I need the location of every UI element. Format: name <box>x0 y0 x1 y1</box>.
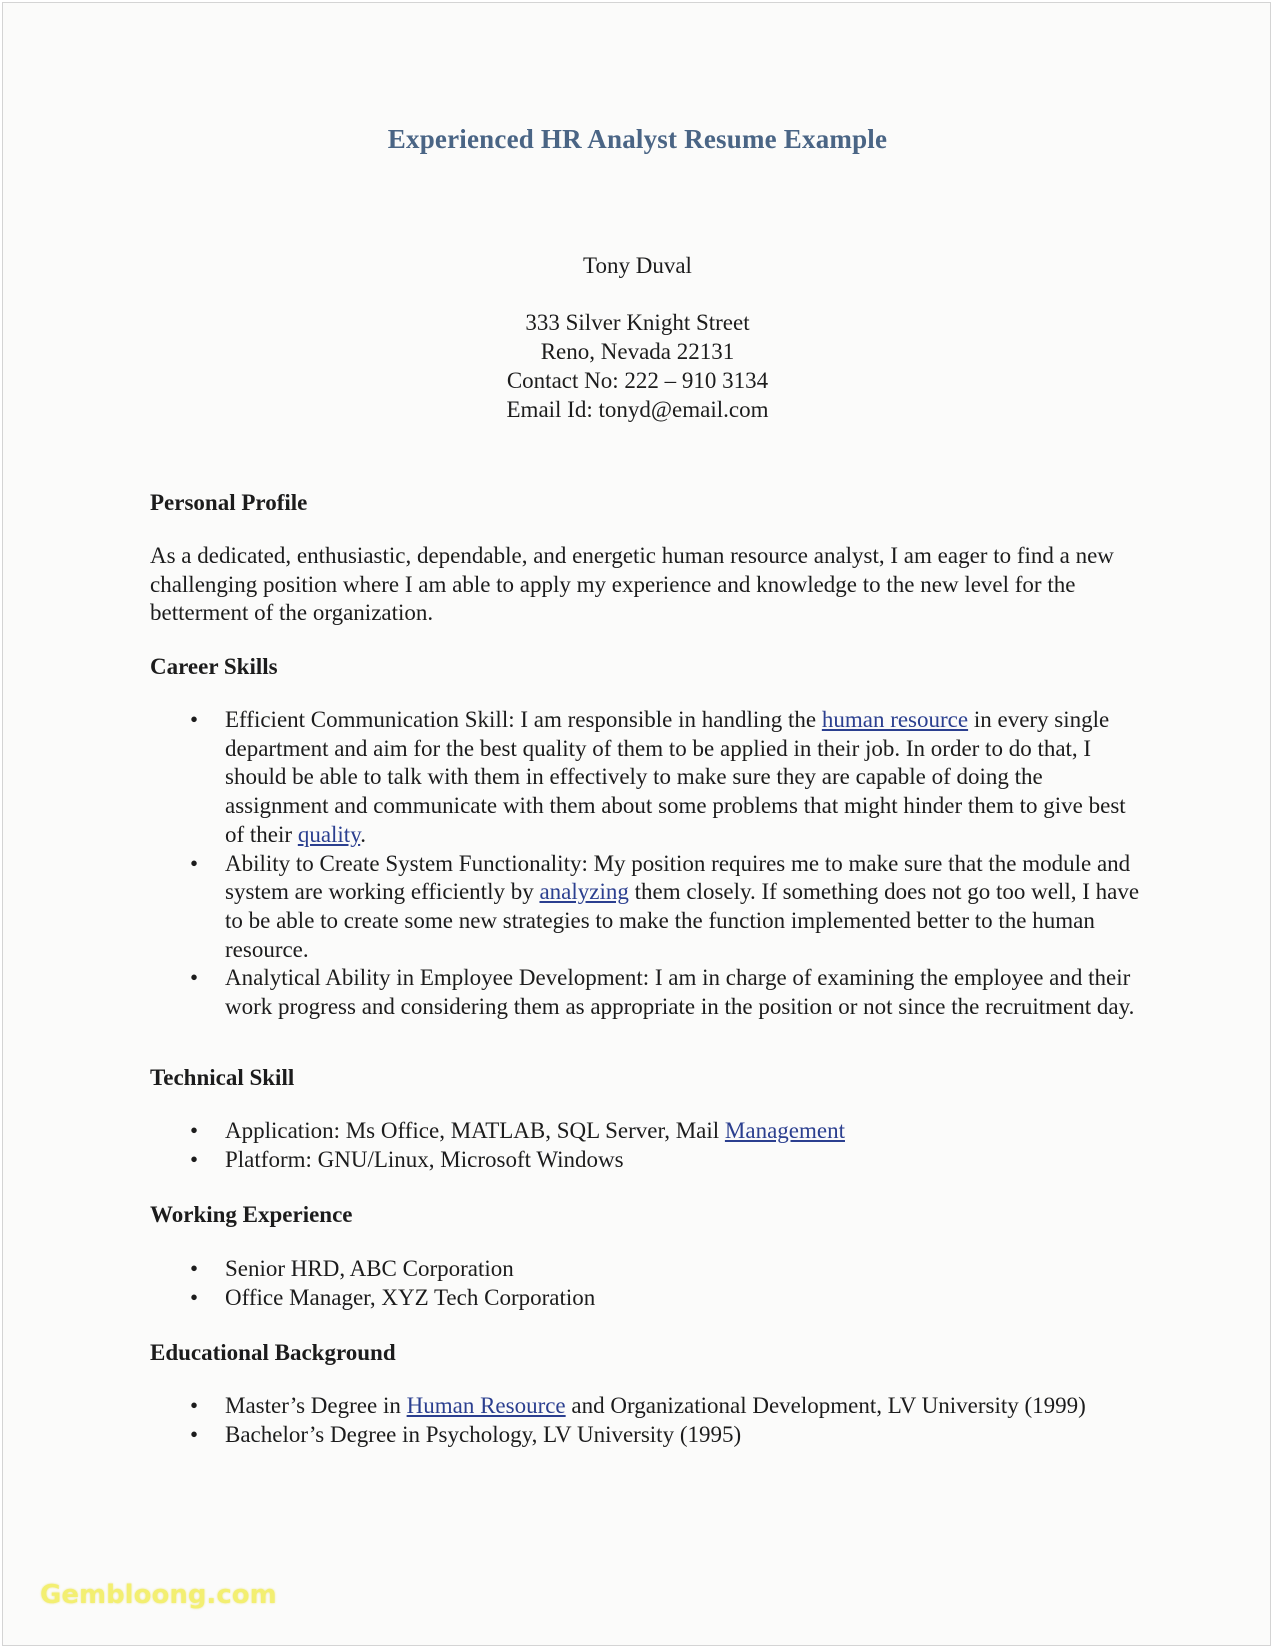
profile-paragraph <box>150 542 1140 628</box>
bullet-icon: • <box>190 1393 199 1418</box>
list-item <box>150 1392 1140 1421</box>
list-item <box>150 706 1140 850</box>
analyzing-link[interactable]: analyzing <box>539 879 629 905</box>
list-item <box>150 1117 1140 1146</box>
item-text: in every single department and aim for the best quality of them to be applied in their job. In order to do that, I should be able to talk with them in effectively to make sure they are capable of doing the assignment and communicate with them about some problems that might hinder them to give best of their <box>225 707 1126 847</box>
item-text: them closely. If something does not go too well, I have to be able to create some new strategies to make the function implemented better to the human resource. <box>225 879 1140 962</box>
list-item <box>150 1255 1140 1284</box>
bullet-icon: • <box>190 1256 199 1281</box>
item-text: Analytical Ability in Employee Development: I am in charge of examining the employee and their work progress and considering them as appropriate in the position or not since the recruitment day. <box>225 965 1135 1020</box>
experience-list <box>150 1255 1140 1312</box>
list-item <box>150 1284 1140 1313</box>
human-resource-degree-link[interactable]: Human Resource <box>406 1393 566 1418</box>
item-text: Efficient Communication Skill: I am responsible in handling the <box>225 707 822 732</box>
item-text: Master’s Degree in <box>225 1393 407 1418</box>
technical-heading: Technical Skill <box>150 1065 295 1090</box>
bullet-icon: • <box>190 965 199 991</box>
watermark-logo: Gembloong.com <box>40 1580 277 1610</box>
human-resource-link[interactable]: human resource <box>821 707 969 732</box>
item-text: Application: Ms Office, MATLAB, SQL Server, Mail <box>225 1118 725 1143</box>
profile-heading: Personal Profile <box>150 490 308 515</box>
education-heading: Educational Background <box>150 1340 396 1365</box>
item-text: Platform: GNU/Linux, Microsoft Windows <box>225 1146 624 1172</box>
list-item <box>150 964 1140 1021</box>
email-address: Email Id: tonyd@email.com <box>506 397 769 422</box>
item-text: Ability to Create System Functionality: My position requires me to make sure that the module and system are working efficiently by <box>225 850 1131 905</box>
education-list <box>150 1392 1140 1449</box>
list-item <box>150 1421 1140 1450</box>
item-text: and Organizational Development, LV University (1999) <box>565 1393 1086 1418</box>
career-heading: Career Skills <box>150 654 278 679</box>
contact-block <box>0 308 1275 424</box>
experience-heading: Working Experience <box>150 1202 353 1227</box>
bullet-icon: • <box>190 1146 199 1172</box>
career-skills-list <box>150 706 1140 1022</box>
item-text: Office Manager, XYZ Tech Corporation <box>225 1284 596 1310</box>
quality-link[interactable]: quality <box>297 821 361 847</box>
bullet-icon: • <box>190 1284 199 1310</box>
bullet-icon: • <box>190 1421 199 1447</box>
bullet-icon: • <box>190 1118 199 1143</box>
street-address: 333 Silver Knight Street <box>525 310 750 335</box>
profile-text: As a dedicated, enthusiastic, dependable, and energetic human resource analyst, I am eager to find a new challenging position where I am able to apply my experience and knowledge to the new level for the betterment of the organization. <box>150 543 1114 626</box>
item-text: . <box>360 821 366 847</box>
contact-number: Contact No: 222 – 910 3134 <box>506 368 769 393</box>
list-item <box>150 850 1140 965</box>
technical-skills-list <box>150 1117 1140 1174</box>
page-title: Experienced HR Analyst Resume Example <box>387 124 888 154</box>
item-text: Senior HRD, ABC Corporation <box>225 1256 514 1281</box>
bullet-icon: • <box>190 850 199 876</box>
management-link[interactable]: Management <box>724 1118 845 1143</box>
city-address: Reno, Nevada 22131 <box>540 339 735 364</box>
list-item <box>150 1146 1140 1175</box>
bullet-icon: • <box>190 707 199 732</box>
item-text: Bachelor’s Degree in Psychology, LV University (1995) <box>225 1421 742 1447</box>
applicant-name: Tony Duval <box>583 253 692 278</box>
